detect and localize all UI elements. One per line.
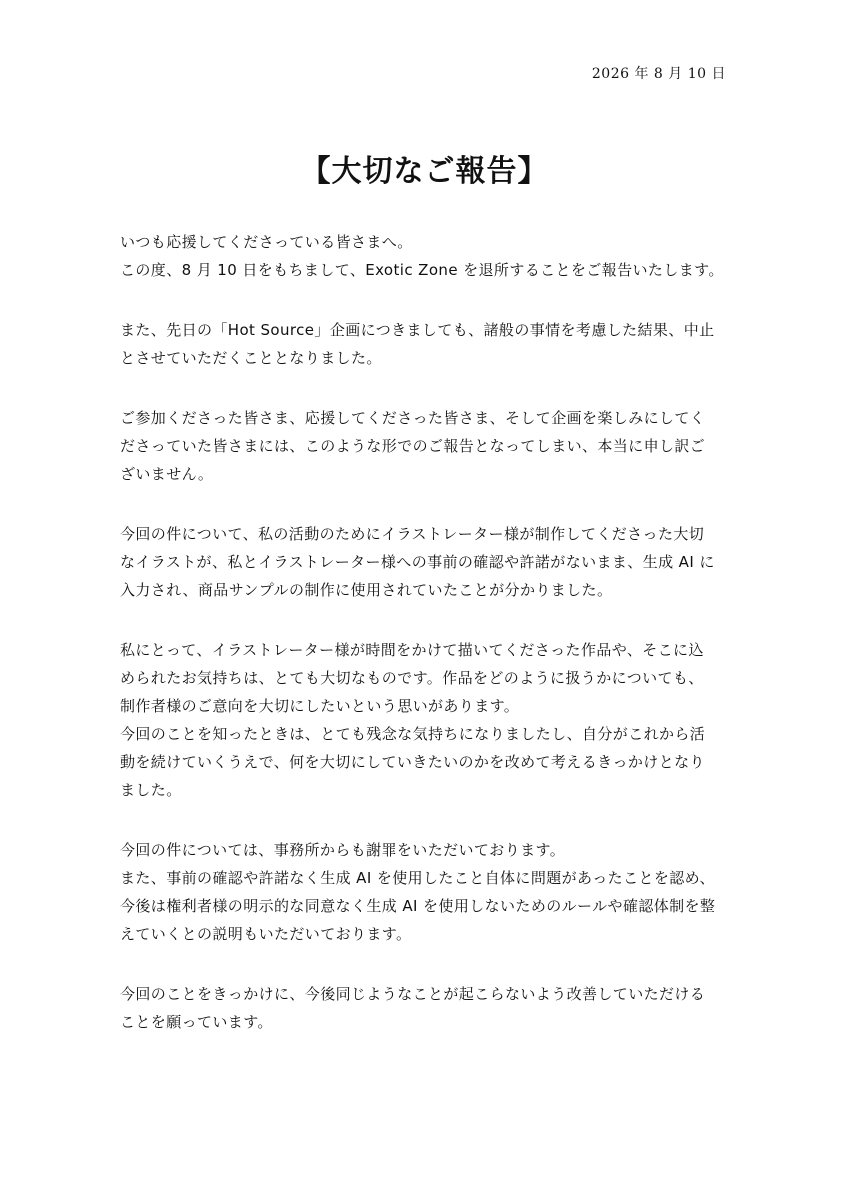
- body-line: 今後は権利者様の明示的な同意なく生成 AI を使用しないためのルールや確認体制を整: [120, 897, 716, 915]
- body-line: 私にとって、イラストレーター様が時間をかけて描いてくださった作品や、そこに込: [120, 641, 704, 659]
- body-line: ました。: [120, 781, 182, 799]
- body-line: 入力され、商品サンプルの制作に使用されていたことが分かりました。: [120, 581, 613, 599]
- body-line: えていくとの説明もいただいております。: [120, 925, 412, 943]
- paragraph-greeting: [120, 228, 732, 284]
- body-line: められたお気持ちは、とても大切なものです。作品をどのように扱うかについても、: [120, 669, 704, 687]
- paragraph-feelings: [120, 636, 732, 804]
- document-body: [120, 228, 732, 1068]
- body-line: いつも応援してくださっている皆さまへ。: [120, 233, 413, 251]
- paragraph-project-cancel: [120, 316, 732, 372]
- body-line: 今回の件について、私の活動のためにイラストレーター様が制作してくださった大切: [120, 525, 705, 543]
- body-line: この度、8 月 10 日をもちまして、Exotic Zone を退所することをご報告いたします。: [120, 261, 724, 279]
- body-line: 今回の件については、事務所からも謝罪をいただいております。: [120, 841, 566, 859]
- body-line: なイラストが、私とイラストレーター様への事前の確認や許諾がないまま、生成 AI に: [120, 553, 715, 571]
- paragraph-incident: [120, 520, 732, 604]
- body-line: また、事前の確認や許諾なく生成 AI を使用したこと自体に問題があったことを認め、: [120, 869, 715, 887]
- body-line: ださっていた皆さまには、このような形でのご報告となってしまい、本当に申し訳ご: [120, 437, 706, 455]
- body-line: また、先日の「Hot Source」企画につきましても、諸般の事情を考慮した結果、中止: [120, 321, 715, 339]
- body-line: 今回のことをきっかけに、今後同じようなことが起こらないよう改善していただける: [120, 985, 706, 1003]
- body-line: ことを願っています。: [120, 1013, 273, 1031]
- body-line: ご参加くださった皆さま、応援してくださった皆さま、そして企画を楽しみにしてく: [120, 409, 706, 427]
- paragraph-agency-response: [120, 836, 732, 948]
- body-line: 動を続けていくうえで、何を大切にしていきたいのかを改めて考えるきっかけとなり: [120, 753, 705, 771]
- body-line: とさせていただくこととなりました。: [120, 349, 382, 367]
- body-line: 制作者様のご意向を大切にしたいという思いがあります。: [120, 697, 520, 715]
- paragraph-closing: [120, 980, 732, 1036]
- body-line: ざいません。: [120, 465, 214, 483]
- paragraph-apology: [120, 404, 732, 488]
- body-line: 今回のことを知ったときは、とても残念な気持ちになりましたし、自分がこれから活: [120, 725, 706, 743]
- document-date: 2026 年 8 月 10 日: [591, 66, 726, 82]
- document-title: 【大切なご報告】: [300, 154, 549, 189]
